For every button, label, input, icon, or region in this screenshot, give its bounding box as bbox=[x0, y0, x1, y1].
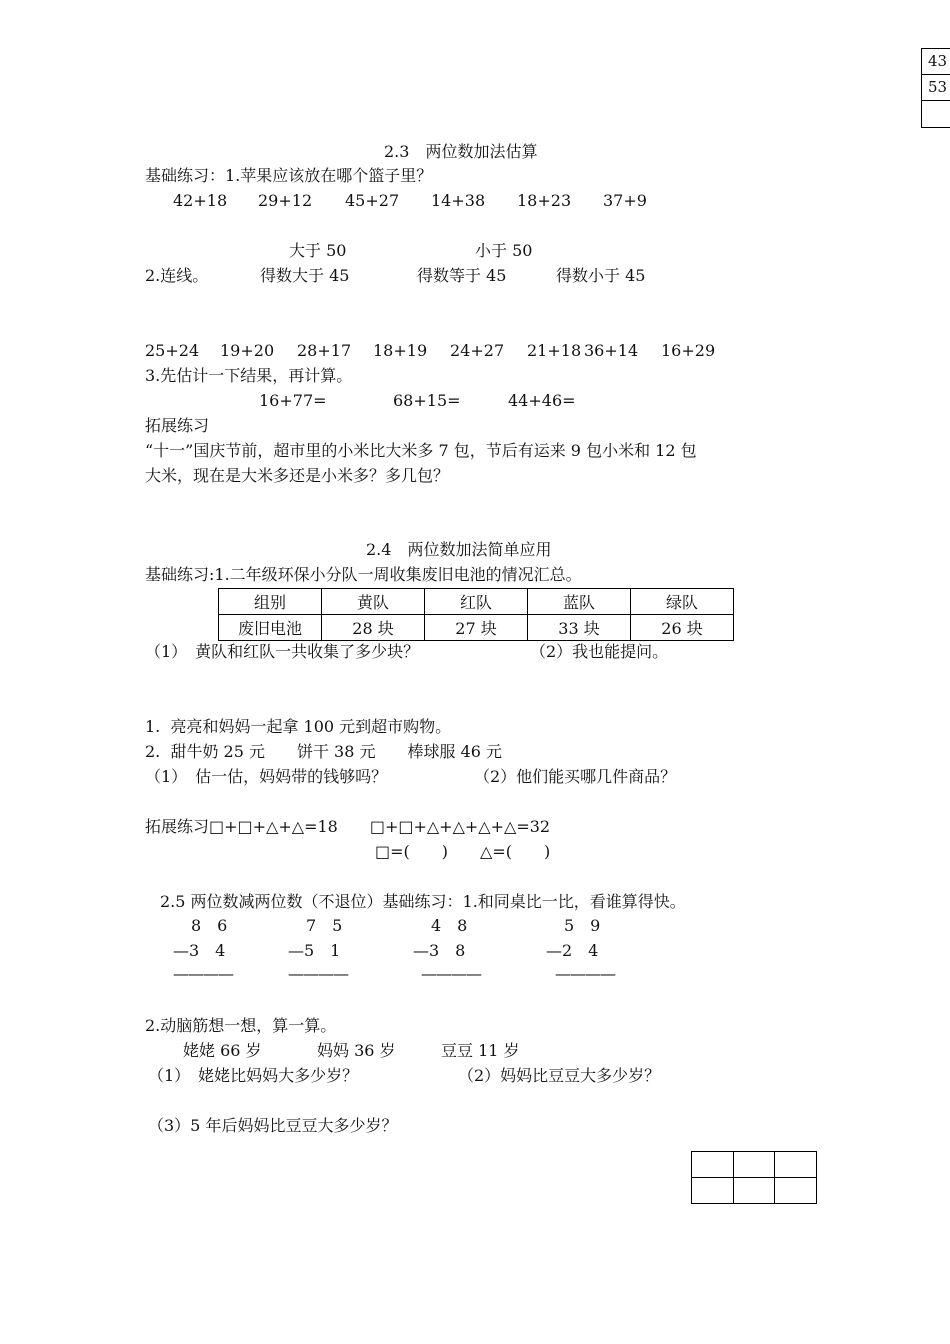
grid-cell bbox=[733, 1152, 775, 1178]
s24-problem-line-2: 2. 甜牛奶 25 元 饼干 38 元 棒球服 46 元 bbox=[145, 742, 503, 761]
s24-problem-sub-1: （1） 估一估，妈妈带的钱够吗？ bbox=[145, 767, 388, 786]
calc-bottom: —3 4 bbox=[173, 941, 226, 960]
table-row bbox=[219, 615, 734, 641]
age-item: 妈妈 36 岁 bbox=[317, 1041, 396, 1060]
estimate-expr: 44+46= bbox=[508, 391, 576, 410]
match-expr: 21+18 bbox=[527, 341, 582, 360]
basket-greater-50: 大于 50 bbox=[289, 241, 347, 260]
s24-sub-question-2: （2）我也能提问。 bbox=[530, 642, 669, 661]
battery-table bbox=[218, 588, 734, 641]
match-expr: 18+19 bbox=[373, 341, 428, 360]
match-expr: 19+20 bbox=[220, 341, 275, 360]
match-option: 得数等于 45 bbox=[417, 266, 507, 285]
s23-extension-line-2: 大米，现在是大米多还是小米多？多几包？ bbox=[145, 466, 450, 485]
estimate-expr: 16+77= bbox=[259, 391, 327, 410]
s23-expr: 42+18 bbox=[173, 191, 228, 210]
s24-problem-line-1: 1. 亮亮和妈妈一起拿 100 元到超市购物。 bbox=[145, 717, 452, 736]
match-expr: 36+14 bbox=[584, 341, 639, 360]
age-item: 姥姥 66 岁 bbox=[183, 1041, 262, 1060]
s25-question-2: 2.动脑筋想一想，算一算。 bbox=[145, 1016, 337, 1035]
match-expr: 28+17 bbox=[297, 341, 352, 360]
grid-cell bbox=[775, 1178, 817, 1204]
table-header-cell: 红队 bbox=[425, 589, 528, 615]
table-header-cell: 组别 bbox=[219, 589, 322, 615]
s23-extension-title: 拓展练习 bbox=[145, 416, 210, 435]
s24-problem-sub-2: （2）他们能买哪几件商品？ bbox=[474, 767, 677, 786]
match-expr: 16+29 bbox=[661, 341, 716, 360]
empty-score-grid bbox=[691, 1151, 817, 1204]
s23-expr: 37+9 bbox=[603, 191, 647, 210]
calc-bottom: —2 4 bbox=[546, 941, 599, 960]
s25-sub-question-2: （2）妈妈比豆豆大多少岁？ bbox=[458, 1066, 661, 1085]
corner-score-box bbox=[921, 48, 950, 128]
table-header-cell: 蓝队 bbox=[528, 589, 631, 615]
table-header-cell: 绿队 bbox=[631, 589, 734, 615]
s24-extension-line-1: 拓展练习□+□+△+△=18 □+□+△+△+△+△=32 bbox=[145, 817, 551, 836]
corner-cell-2: 53 bbox=[922, 75, 950, 101]
match-option: 得数大于 45 bbox=[260, 266, 350, 285]
s23-expr: 18+23 bbox=[517, 191, 572, 210]
s23-question-3: 3.先估计一下结果，再计算。 bbox=[145, 366, 353, 385]
grid-cell bbox=[692, 1152, 734, 1178]
table-cell: 33 块 bbox=[528, 615, 631, 641]
s25-sub-question-1: （1） 姥姥比妈妈大多少岁？ bbox=[148, 1066, 359, 1085]
calc-line: ———— bbox=[421, 964, 481, 983]
s24-question-1: 基础练习:1.二年级环保小分队一周收集废旧电池的情况汇总。 bbox=[145, 565, 582, 584]
grid-cell bbox=[692, 1178, 734, 1204]
match-expr: 24+27 bbox=[450, 341, 505, 360]
table-cell: 26 块 bbox=[631, 615, 734, 641]
table-cell: 27 块 bbox=[425, 615, 528, 641]
section-2-4-title: 2.4 两位数加法简单应用 bbox=[366, 540, 552, 559]
grid-cell bbox=[775, 1152, 817, 1178]
match-option: 得数小于 45 bbox=[556, 266, 646, 285]
s25-sub-question-3: （3）5 年后妈妈比豆豆大多少岁？ bbox=[148, 1116, 398, 1135]
estimate-expr: 68+15= bbox=[393, 391, 461, 410]
corner-cell-3 bbox=[922, 101, 950, 126]
calc-line: ———— bbox=[288, 964, 348, 983]
table-cell: 废旧电池 bbox=[219, 615, 322, 641]
calc-top: 8 6 bbox=[191, 916, 228, 935]
basket-less-50: 小于 50 bbox=[475, 241, 533, 260]
s23-question-1: 基础练习：1.苹果应该放在哪个篮子里？ bbox=[145, 166, 433, 185]
section-2-5-title: 2.5 两位数减两位数（不退位）基础练习：1.和同桌比一比，看谁算得快。 bbox=[160, 892, 686, 911]
match-expr: 25+24 bbox=[145, 341, 200, 360]
s23-expr: 14+38 bbox=[431, 191, 486, 210]
table-header-cell: 黄队 bbox=[322, 589, 425, 615]
s24-extension-line-2: □=( ) △=( ) bbox=[375, 842, 551, 861]
calc-line: ———— bbox=[555, 964, 615, 983]
calc-bottom: —3 8 bbox=[413, 941, 466, 960]
s23-expr: 29+12 bbox=[258, 191, 313, 210]
s23-extension-line-1: “十一”国庆节前，超市里的小米比大米多 7 包，节后有运来 9 包小米和 12 包 bbox=[145, 441, 697, 460]
table-cell: 28 块 bbox=[322, 615, 425, 641]
corner-cell-1: 43 bbox=[922, 49, 950, 75]
age-item: 豆豆 11 岁 bbox=[441, 1041, 520, 1060]
grid-cell bbox=[733, 1178, 775, 1204]
calc-top: 4 8 bbox=[431, 916, 468, 935]
calc-bottom: —5 1 bbox=[288, 941, 341, 960]
s23-question-2: 2.连线。 bbox=[145, 266, 209, 285]
table-header-row bbox=[219, 589, 734, 615]
s24-sub-question-1: （1） 黄队和红队一共收集了多少块？ bbox=[145, 642, 420, 661]
calc-top: 5 9 bbox=[564, 916, 601, 935]
s23-expr: 45+27 bbox=[345, 191, 400, 210]
calc-top: 7 5 bbox=[306, 916, 343, 935]
calc-line: ———— bbox=[173, 964, 233, 983]
section-2-3-title: 2.3 两位数加法估算 bbox=[384, 142, 538, 161]
